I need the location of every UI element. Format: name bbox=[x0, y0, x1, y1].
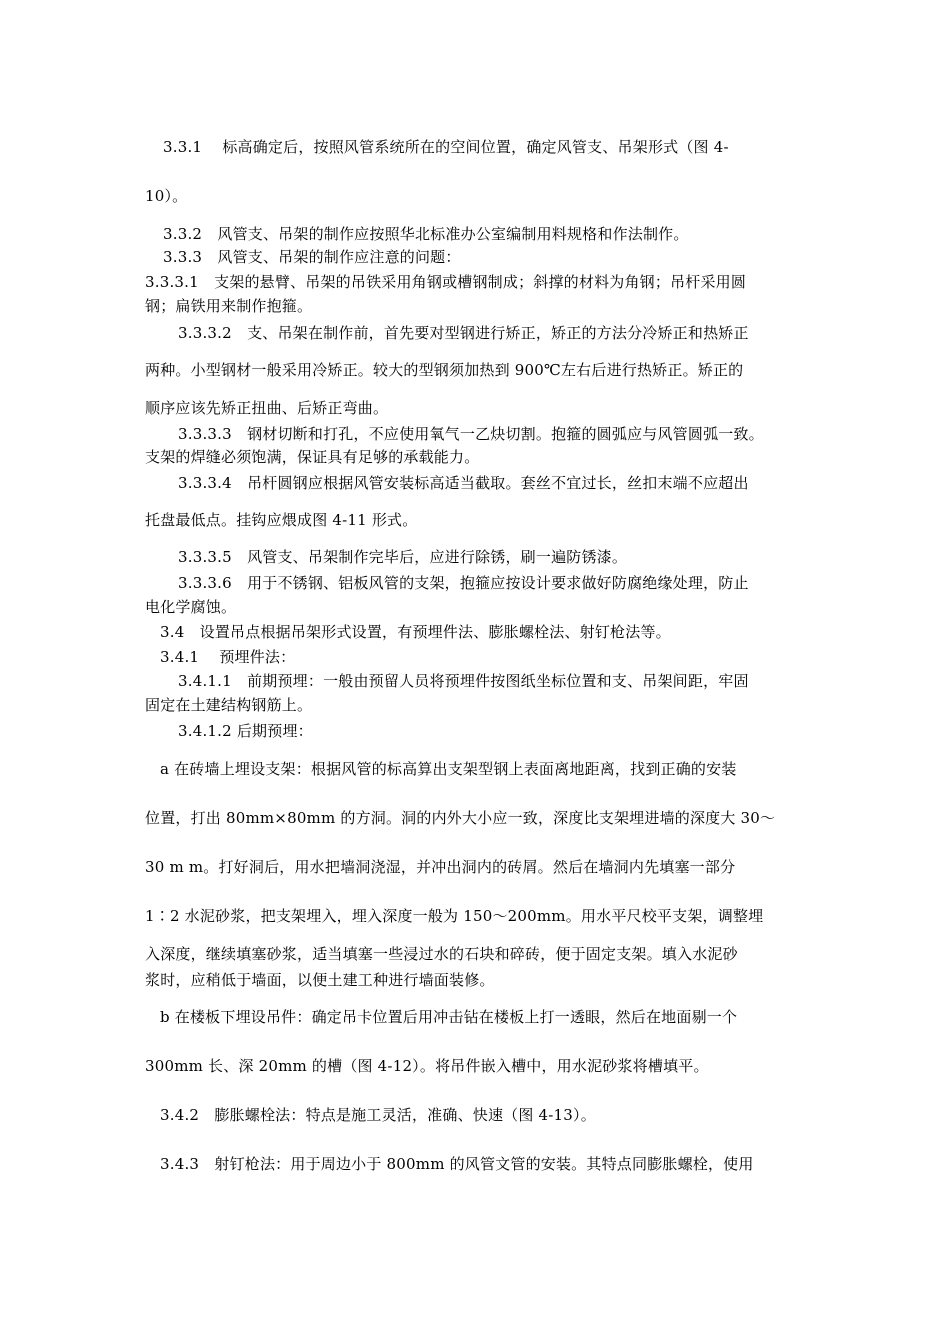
text-line: b 在楼板下埋设吊件：确定吊卡位置后用冲击钻在楼板上打一透眼，然后在地面剔一个 bbox=[160, 1008, 738, 1026]
text-line: 3.3.3.3 钢材切断和打孔，不应使用氧气一乙炔切割。抱箍的圆弧应与风管圆弧一致。 bbox=[178, 425, 764, 443]
text-line: 300mm 长、深 20mm 的槽（图 4-12）。将吊件嵌入槽中，用水泥砂浆将槽填平。 bbox=[145, 1057, 709, 1075]
text-line: 3.3.3 风管支、吊架的制作应注意的问题： bbox=[163, 248, 461, 266]
text-line: 3.3.3.6 用于不锈钢、铝板风管的支架，抱箍应按设计要求做好防腐绝缘处理，防止 bbox=[178, 574, 749, 592]
text-line: 3.4.3 射钉枪法：用于周边小于 800mm 的风管文管的安装。其特点同膨胀螺栓，使用 bbox=[160, 1155, 754, 1173]
text-line: 3.3.3.2 支、吊架在制作前，首先要对型钢进行矫正，矫正的方法分冷矫正和热矫正 bbox=[178, 324, 749, 342]
text-line: 3.4 设置吊点根据吊架形式设置，有预埋件法、膨胀螺栓法、射钉枪法等。 bbox=[160, 623, 671, 641]
text-line: 3.3.2 风管支、吊架的制作应按照华北标准办公室编制用料规格和作法制作。 bbox=[163, 225, 689, 243]
text-line: 3.3.1 标高确定后，按照风管系统所在的空间位置，确定风管支、吊架形式（图 4- bbox=[163, 138, 729, 156]
text-line: 30 m m。打好洞后，用水把墙洞浇湿，并冲出洞内的砖屑。然后在墙洞内先填塞一部分 bbox=[145, 858, 736, 876]
text-line: a 在砖墙上埋设支架：根据风管的标高算出支架型钢上表面离地距离，找到正确的安装 bbox=[160, 760, 737, 778]
text-line: 固定在土建结构钢筋上。 bbox=[145, 696, 313, 714]
text-line: 10）。 bbox=[145, 187, 188, 205]
text-line: 3.3.3.5 风管支、吊架制作完毕后，应进行除锈，刷一遍防锈漆。 bbox=[178, 548, 628, 566]
text-line: 托盘最低点。挂钩应煨成图 4-11 形式。 bbox=[145, 511, 418, 529]
text-line: 3.4.2 膨胀螺栓法：特点是施工灵活，准确、快速（图 4-13）。 bbox=[160, 1106, 596, 1124]
text-line: 3.4.1.2 后期预埋： bbox=[178, 722, 313, 740]
text-line: 两种。小型钢材一般采用冷矫正。较大的型钢须加热到 900℃左右后进行热矫正。矫正的 bbox=[145, 361, 744, 379]
text-line: 3.4.1.1 前期预埋：一般由预留人员将预埋件按图纸坐标位置和支、吊架间距，牢固 bbox=[178, 672, 749, 690]
text-line: 1∶2 水泥砂浆，把支架埋入，埋入深度一般为 150～200mm。用水平尺校平支架，调整埋 bbox=[145, 907, 764, 925]
text-line: 支架的焊缝必须饱满，保证具有足够的承载能力。 bbox=[145, 448, 480, 466]
text-line: 钢；扁铁用来制作抱箍。 bbox=[145, 297, 313, 315]
text-line: 3.4.1 预埋件法： bbox=[160, 648, 296, 666]
text-line: 顺序应该先矫正扭曲、后矫正弯曲。 bbox=[145, 399, 389, 417]
text-line: 入深度，继续填塞砂浆，适当填塞一些浸过水的石块和碎砖，便于固定支架。填入水泥砂 bbox=[145, 945, 738, 963]
text-line: 位置，打出 80mm×80mm 的方洞。洞的内外大小应一致，深度比支架埋进墙的深度大 30～ bbox=[145, 809, 776, 827]
text-line: 电化学腐蚀。 bbox=[145, 598, 237, 616]
text-line: 浆时，应稍低于墙面，以便土建工种进行墙面装修。 bbox=[145, 971, 495, 989]
text-line: 3.3.3.1 支架的悬臂、吊架的吊铁采用角钢或槽钢制成；斜撑的材料为角钢；吊杆采用圆 bbox=[145, 273, 747, 291]
text-line: 3.3.3.4 吊杆圆钢应根据风管安装标高适当截取。套丝不宜过长，丝扣末端不应超出 bbox=[178, 474, 749, 492]
